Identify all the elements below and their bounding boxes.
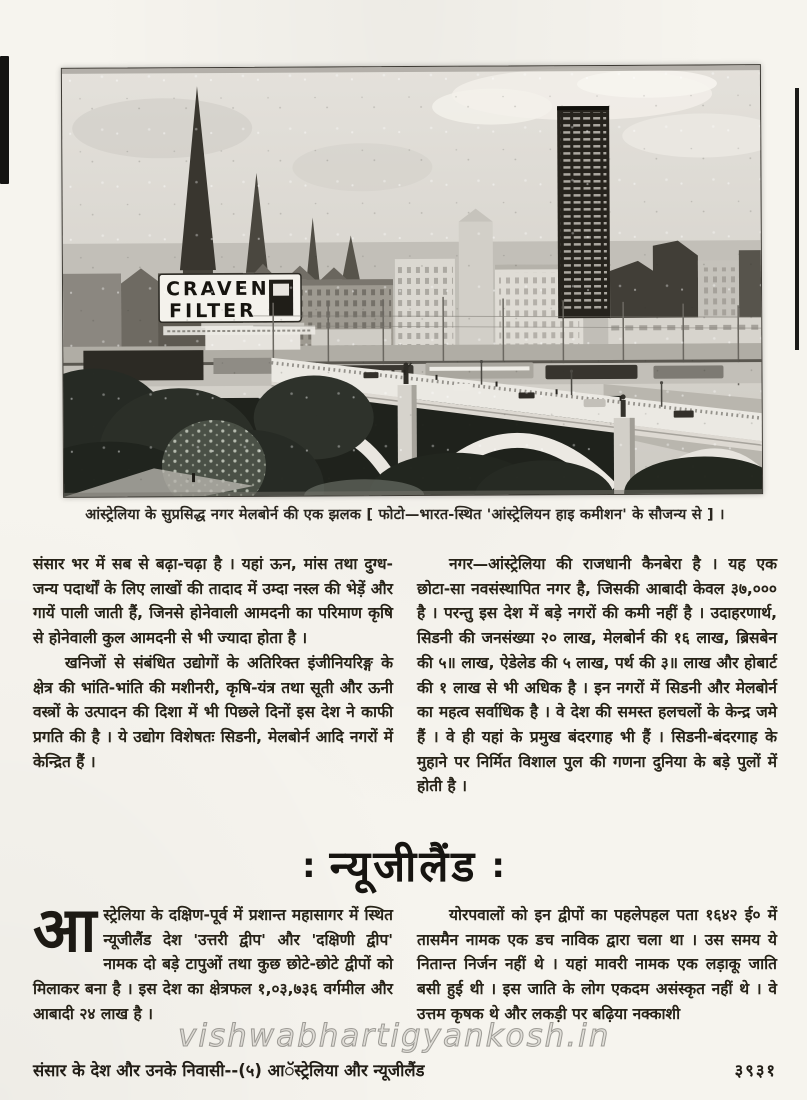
paragraph bbox=[33, 893, 393, 1027]
scan-artifact-right bbox=[795, 88, 799, 350]
heading-ornament-left: : bbox=[301, 846, 316, 886]
australia-right-column bbox=[417, 552, 777, 799]
watermark: vishwabhartigyankosh.in bbox=[178, 1018, 611, 1054]
page-number: ३९३१ bbox=[734, 1061, 777, 1080]
section-newzealand bbox=[33, 893, 777, 1027]
melbourne-photo-illustration bbox=[62, 65, 762, 497]
melbourne-photo bbox=[61, 64, 763, 498]
paragraph-lead-in: नगर— bbox=[449, 555, 489, 573]
newzealand-left-column bbox=[33, 893, 393, 1027]
scan-artifact-left bbox=[0, 56, 9, 184]
photo-caption: आंस्ट्रेलिया के सुप्रसिद्ध नगर मेलबोर्न की एक झलक [ फोटो—भारत-स्थित 'आंस्ट्रेलियन हाइ कमीशन' के सौजन्य से ] । bbox=[85, 507, 725, 523]
newzealand-right-column bbox=[417, 903, 777, 1027]
paragraph bbox=[417, 552, 777, 799]
page-footer bbox=[33, 1058, 777, 1081]
heading-ornament-right: : bbox=[491, 846, 506, 886]
paragraph-text: स्ट्रेलिया के दक्षिण-पूर्व में प्रशान्त महासागर में स्थित न्यूजीलैंड देश 'उत्तरी द्वीप' और 'दक्षिणी द्वीप' नामक दो बड़े टापुओं तथा कुछ छोटे-छोटे द्वीपों को मिलाकर बना है । इस देश का क्षेत्रफल १,०३,७३६ वर्गमील और आबादी २४ लाख है । bbox=[33, 906, 393, 1023]
paragraph: खनिजों से संबंधित उद्योगों के अतिरिक्त इंजीनियरिङ्ग के क्षेत्र की भांति-भांति की मशीनरी, कृषि-यंत्र तथा सूती और ऊनी वस्त्रों के उत्पादन की दिशा में भी पिछले दिनों इस देश ने काफी प्रगति की है । ये उद्योग विशेषतः सिडनी, मेलबोर्न आदि नगरों में केन्द्रित हैं । bbox=[33, 653, 393, 771]
australia-left-column bbox=[33, 552, 393, 799]
section-australia bbox=[33, 552, 777, 799]
newzealand-heading bbox=[0, 835, 807, 894]
drop-cap: आ bbox=[33, 893, 97, 966]
paragraph-text: आंस्ट्रेलिया की राजधानी कैनबेरा है । यह एक छोटा-सा नवसंस्थापित नगर है, जिसकी आबादी केवल ३७,००० है । परन्तु इस देश में बड़े नगरों की कमी नहीं है । उदाहरणार्थ, सिडनी की जनसंख्या २० लाख, मेलबोर्न की १६ लाख, ब्रिसबेन की ५॥ लाख, ऐडेलेड की ५ लाख, पर्थ की ३॥ लाख और होबार्ट की १ लाख से भी अधिक है । इन नगरों में सिडनी और मेलबोर्न का महत्व सर्वाधिक है । वे देश की समस्त हलचलों के केन्द्र जमे हैं । वे ही यहां के प्रमुख बंदरगाह भी हैं । सिडनी-बंदरगाह के मुहाने पर निर्मित विशाल पुल की गणना दुनिया के बड़े पुलों में होती है । bbox=[417, 555, 777, 796]
paragraph: योरपवालों को इन द्वीपों का पहलेपहल पता १६४२ ई० में तासमैन नामक एक डच नाविक द्वारा चला था । उस समय ये नितान्त निर्जन नहीं थे । यहां मावरी नामक एक लड़ाकू जाति बसी हुई थी । इस जाति के लोग एकदम असंस्कृत नहीं थे । वे उत्तम कृषक थे और लकड़ी पर बढ़िया नक्काशी bbox=[417, 906, 777, 1023]
heading-title: न्यूजीलैंड bbox=[329, 842, 478, 892]
paragraph: संसार भर में सब से बढ़ा-चढ़ा है । यहां ऊन, मांस तथा दुग्ध-जन्य पदार्थों के लिए लाखों की तादाद में उम्दा नस्ल की भेड़ें और गायें पाली जाती हैं, जिनसे होनेवाली आमदनी का परिमाण कृषि से होनेवाली कुल आमदनी से भी ज्यादा होता है । bbox=[33, 555, 393, 648]
footer-title: संसार के देश और उनके निवासी--(५) आॅस्ट्रेलिया और न्यूजीलैंड bbox=[33, 1061, 425, 1080]
